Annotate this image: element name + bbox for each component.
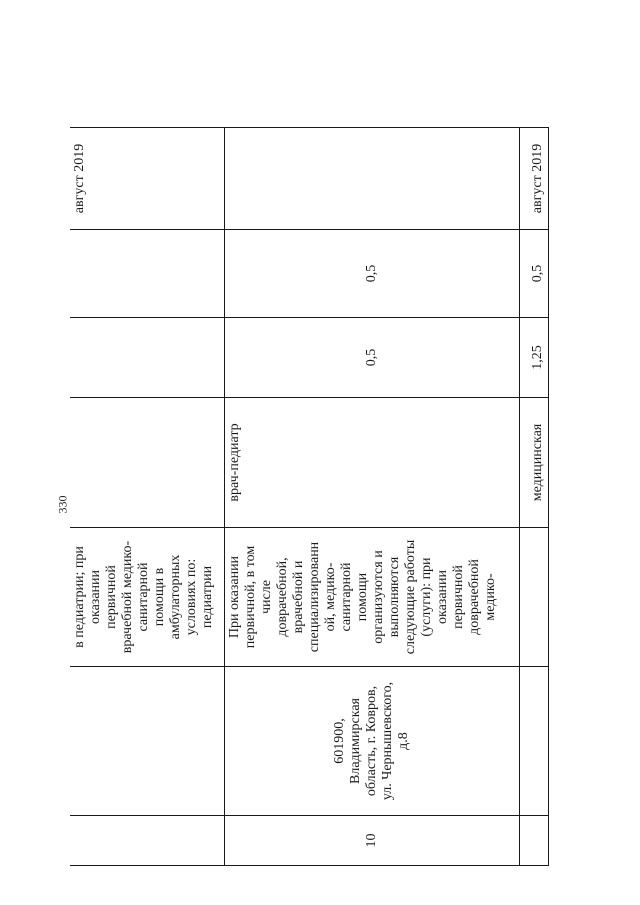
cell-position: медицинская [520, 398, 549, 528]
cell-address [70, 667, 225, 816]
page-number: 330 [55, 495, 70, 513]
cell-number [520, 816, 549, 866]
cell-address: 601900, Владимирская область, г. Ковров, ул. Чернышевского, д.8 [225, 667, 520, 816]
cell-number [70, 816, 225, 866]
table-row [520, 128, 549, 866]
cell-rate-1 [70, 318, 225, 398]
cell-date [225, 128, 520, 230]
cell-rate-2: 0,5 [520, 230, 549, 318]
cell-rate-1: 0,5 [225, 318, 520, 398]
cell-address [520, 667, 549, 816]
cell-number: 10 [225, 816, 520, 866]
table-row [225, 128, 520, 866]
cell-service: в педиатрии; при оказании первичной врачебной медико- санитарной помощи в амбулаторных условиях по: педиатрии [70, 528, 225, 667]
cell-rate-2: 0,5 [225, 230, 520, 318]
cell-position [70, 398, 225, 528]
cell-date: август 2019 [70, 128, 225, 230]
cell-service: При оказании первичной, в том числе доврачебной, врачебной и специализированн ой, медико- санитарной помощи организуются и выполняются следующие работы (услуги): при оказании первичной доврачебной медико- [225, 528, 520, 667]
cell-rate-1: 1,25 [520, 318, 549, 398]
cell-date: август 2019 [520, 128, 549, 230]
table-row [70, 128, 225, 866]
cell-position: врач-педиатр [225, 398, 520, 528]
cell-rate-2 [70, 230, 225, 318]
staffing-table-rotated [70, 128, 545, 866]
cell-service [520, 528, 549, 667]
staffing-table [70, 127, 549, 866]
